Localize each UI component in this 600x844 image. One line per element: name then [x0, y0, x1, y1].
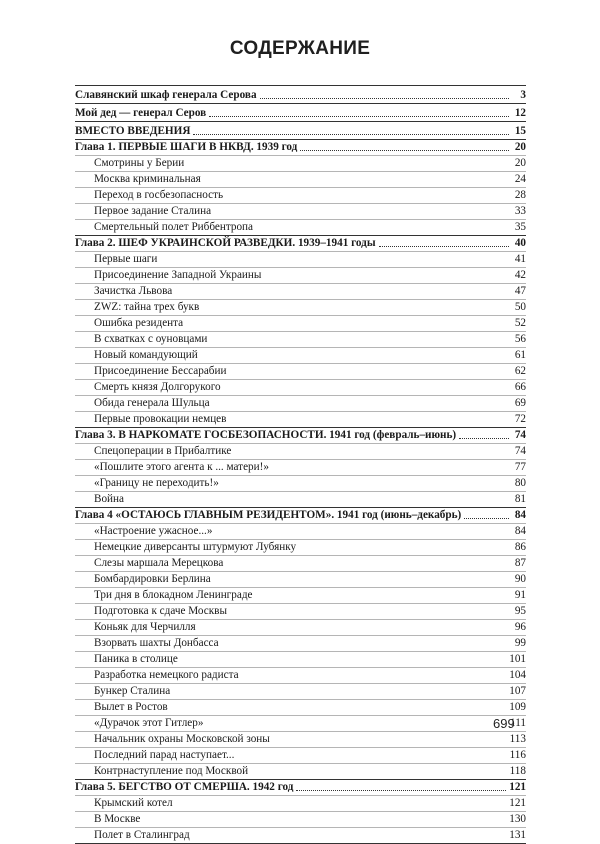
toc-entry-page: 62: [514, 365, 526, 377]
toc-entry-title: Славянский шкаф генерала Серова: [75, 89, 257, 101]
toc-entry-title: Бомбардировки Берлина: [94, 573, 211, 585]
toc-entry[interactable]: [75, 86, 526, 104]
toc-entry-title: Смотрины у Берии: [94, 157, 185, 169]
toc-entry-title: Три дня в блокадном Ленинграде: [94, 589, 253, 601]
toc-entry-title: Бункер Сталина: [94, 685, 171, 697]
toc-entry-title: Подготовка к сдаче Москвы: [94, 605, 227, 617]
toc-entry-page: 116: [509, 749, 526, 761]
toc-subentry[interactable]: [75, 540, 526, 556]
toc-subentry[interactable]: [75, 284, 526, 300]
toc-subentry[interactable]: [75, 556, 526, 572]
toc-entry-page: 121: [509, 781, 526, 793]
toc-subentry[interactable]: [75, 732, 526, 748]
toc-subentry[interactable]: [75, 700, 526, 716]
toc-entry-title: Последний парад наступает...: [94, 749, 235, 761]
toc-subentry[interactable]: [75, 492, 526, 508]
toc-entry-page: 107: [509, 685, 526, 697]
toc-entry-page: 87: [514, 557, 526, 569]
toc-entry-page: 72: [514, 413, 526, 425]
toc-entry-title: Коньяк для Черчилля: [94, 621, 196, 633]
toc-subentry[interactable]: [75, 348, 526, 364]
toc-entry-page: 50: [514, 301, 526, 313]
toc-entry-title: Москва криминальная: [94, 173, 201, 185]
toc-entry-title: Ошибка резидента: [94, 317, 184, 329]
page-title: СОДЕРЖАНИЕ: [229, 38, 371, 59]
toc-entry-page: 40: [514, 237, 526, 249]
toc-subentry[interactable]: [75, 716, 526, 732]
toc-entry-page: 101: [509, 653, 526, 665]
toc-entry-page: 90: [514, 573, 526, 585]
toc-entry-page: 80: [514, 477, 526, 489]
toc-entry-title: Немецкие диверсанты штурмуют Лубянку: [94, 541, 297, 553]
toc-entry-page: 99: [514, 637, 526, 649]
toc-subentry[interactable]: [75, 636, 526, 652]
toc-entry-page: 84: [514, 525, 526, 537]
toc-subentry[interactable]: [75, 620, 526, 636]
page-number: 699: [493, 716, 515, 731]
toc-entry-page: 95: [514, 605, 526, 617]
toc-entry-title: Присоединение Бессарабии: [94, 365, 227, 377]
toc-entry-page: 86: [514, 541, 526, 553]
toc-entry-page: 104: [509, 669, 526, 681]
toc-entry-title: Слезы маршала Мерецкова: [94, 557, 224, 569]
toc-entry-page: 113: [509, 733, 526, 745]
toc-subentry[interactable]: [75, 796, 526, 812]
toc-entry-title: Первое задание Сталина: [94, 205, 212, 217]
toc-entry-title: Присоединение Западной Украины: [94, 269, 262, 281]
toc-subentry[interactable]: [75, 812, 526, 828]
toc-entry-page: 109: [509, 701, 526, 713]
toc-entry[interactable]: [75, 104, 526, 122]
toc-entry-page: 118: [509, 765, 526, 777]
toc-entry-page: 131: [509, 829, 526, 841]
toc-entry-page: 24: [514, 173, 526, 185]
toc-entry-page: 81: [514, 493, 526, 505]
dot-leader: [260, 98, 509, 99]
toc-entry-page: 66: [514, 381, 526, 393]
toc-entry-title: Первые провокации немцев: [94, 413, 227, 425]
toc-entry-page: 61: [514, 349, 526, 361]
toc-entry-page: 74: [514, 445, 526, 457]
toc-entry-page: 20: [514, 141, 526, 153]
toc-chapter[interactable]: [75, 780, 526, 796]
toc-entry-page: 96: [514, 621, 526, 633]
toc-subentry[interactable]: [75, 444, 526, 460]
toc-entry-title: Глава 2. ШЕФ УКРАИНСКОЙ РАЗВЕДКИ. 1939–1941 годы: [75, 237, 376, 249]
toc-subentry[interactable]: [75, 668, 526, 684]
dot-leader: [459, 438, 509, 439]
toc-entry-title: Глава 5. БЕГСТВО ОТ СМЕРША. 1942 год: [75, 781, 294, 793]
dot-leader: [300, 150, 509, 151]
toc-entry-title: «Дурачок этот Гитлер»: [94, 717, 204, 729]
toc-subentry[interactable]: [75, 188, 526, 204]
toc-entry-title: Полет в Сталинград: [94, 829, 190, 841]
toc-subentry[interactable]: [75, 764, 526, 780]
toc-subentry[interactable]: [75, 268, 526, 284]
toc-chapter[interactable]: [75, 236, 526, 252]
toc-entry-page: 130: [509, 813, 526, 825]
dot-leader: [193, 134, 509, 135]
toc-subentry[interactable]: [75, 156, 526, 172]
toc-entry-title: Первые шаги: [94, 253, 158, 265]
toc-entry-page: 20: [514, 157, 526, 169]
toc-entry-title: Глава 4 «ОСТАЮСЬ ГЛАВНЫМ РЕЗИДЕНТОМ». 1941 год (июнь–декабрь): [75, 509, 462, 521]
toc-subentry[interactable]: [75, 828, 526, 844]
toc-entry-title: Мой дед — генерал Серов: [75, 107, 207, 119]
toc-subentry[interactable]: [75, 460, 526, 476]
toc-entry-title: Крымский котел: [94, 797, 173, 809]
toc-entry-page: 12: [514, 107, 526, 119]
toc-subentry[interactable]: [75, 684, 526, 700]
toc-entry-page: 42: [514, 269, 526, 281]
dot-leader: [296, 790, 506, 791]
toc-chapter[interactable]: [75, 428, 526, 444]
dot-leader: [209, 116, 509, 117]
toc-subentry[interactable]: [75, 252, 526, 268]
toc-entry-title: Смерть князя Долгорукого: [94, 381, 221, 393]
toc-entry-title: В схватках с оуновцами: [94, 333, 208, 345]
toc-entry-title: Взорвать шахты Донбасса: [94, 637, 219, 649]
toc-entry[interactable]: [75, 122, 526, 140]
toc-entry-page: 121: [509, 797, 526, 809]
toc-entry-page: 52: [514, 317, 526, 329]
toc-entry-title: Контрнаступление под Москвой: [94, 765, 249, 777]
toc-entry-title: «Пошлите этого агента к ... матери!»: [94, 461, 269, 473]
toc-entry-title: «Границу не переходить!»: [94, 477, 219, 489]
toc-chapter[interactable]: [75, 508, 526, 524]
toc-chapter[interactable]: [75, 140, 526, 156]
toc-subentry[interactable]: [75, 604, 526, 620]
toc-subentry[interactable]: [75, 412, 526, 428]
toc-entry-title: ВМЕСТО ВВЕДЕНИЯ: [75, 125, 191, 137]
toc-entry-title: Разработка немецкого радиста: [94, 669, 239, 681]
toc-entry-title: Спецоперации в Прибалтике: [94, 445, 232, 457]
toc-subentry[interactable]: [75, 588, 526, 604]
toc-entry-title: Паника в столице: [94, 653, 178, 665]
toc-subentry[interactable]: [75, 572, 526, 588]
toc-entry-title: Вылет в Ростов: [94, 701, 168, 713]
dot-leader: [379, 246, 509, 247]
toc-entry-title: Смертельный полет Риббентропа: [94, 221, 254, 233]
toc-entry-title: Начальник охраны Московской зоны: [94, 733, 270, 745]
toc-subentry[interactable]: [75, 332, 526, 348]
toc-entry-page: 3: [520, 89, 526, 101]
toc-entry-title: Переход в госбезопасность: [94, 189, 224, 201]
toc-entry-page: 77: [514, 461, 526, 473]
toc-subentry[interactable]: [75, 476, 526, 492]
toc-entry-title: Глава 1. ПЕРВЫЕ ШАГИ В НКВД. 1939 год: [75, 141, 298, 153]
toc-subentry[interactable]: [75, 524, 526, 540]
toc-entry-page: 33: [514, 205, 526, 217]
toc-entry-page: 84: [514, 509, 526, 521]
toc-entry-title: Зачистка Львова: [94, 285, 173, 297]
dot-leader: [464, 518, 509, 519]
toc-entry-title: ZWZ: тайна трех букв: [94, 301, 200, 313]
toc-subentry[interactable]: [75, 364, 526, 380]
toc-subentry[interactable]: [75, 220, 526, 236]
toc-subentry[interactable]: [75, 300, 526, 316]
toc-subentry[interactable]: [75, 748, 526, 764]
toc-subentry[interactable]: [75, 316, 526, 332]
toc-entry-title: Глава 3. В НАРКОМАТЕ ГОСБЕЗОПАСНОСТИ. 1941 год (февраль–июнь): [75, 429, 457, 441]
toc-entry-page: 28: [514, 189, 526, 201]
toc-entry-title: Обида генерала Шульца: [94, 397, 210, 409]
toc-entry-page: 35: [514, 221, 526, 233]
toc-subentry[interactable]: [75, 380, 526, 396]
toc-entry-page: 69: [514, 397, 526, 409]
toc-subentry[interactable]: [75, 396, 526, 412]
toc-entry-page: 91: [514, 589, 526, 601]
toc-entry-page: 74: [514, 429, 526, 441]
toc-entry-title: В Москве: [94, 813, 141, 825]
table-of-contents: [75, 85, 526, 844]
toc-subentry[interactable]: [75, 204, 526, 220]
toc-entry-page: 41: [514, 253, 526, 265]
toc-entry-page: 15: [514, 125, 526, 137]
toc-subentry[interactable]: [75, 652, 526, 668]
toc-subentry[interactable]: [75, 172, 526, 188]
toc-entry-title: Война: [94, 493, 124, 505]
toc-entry-page: 47: [514, 285, 526, 297]
toc-entry-title: «Настроение ужасное...»: [94, 525, 213, 537]
toc-entry-page: 56: [514, 333, 526, 345]
toc-entry-title: Новый командующий: [94, 349, 198, 361]
toc-entry-page: 111: [510, 717, 526, 729]
